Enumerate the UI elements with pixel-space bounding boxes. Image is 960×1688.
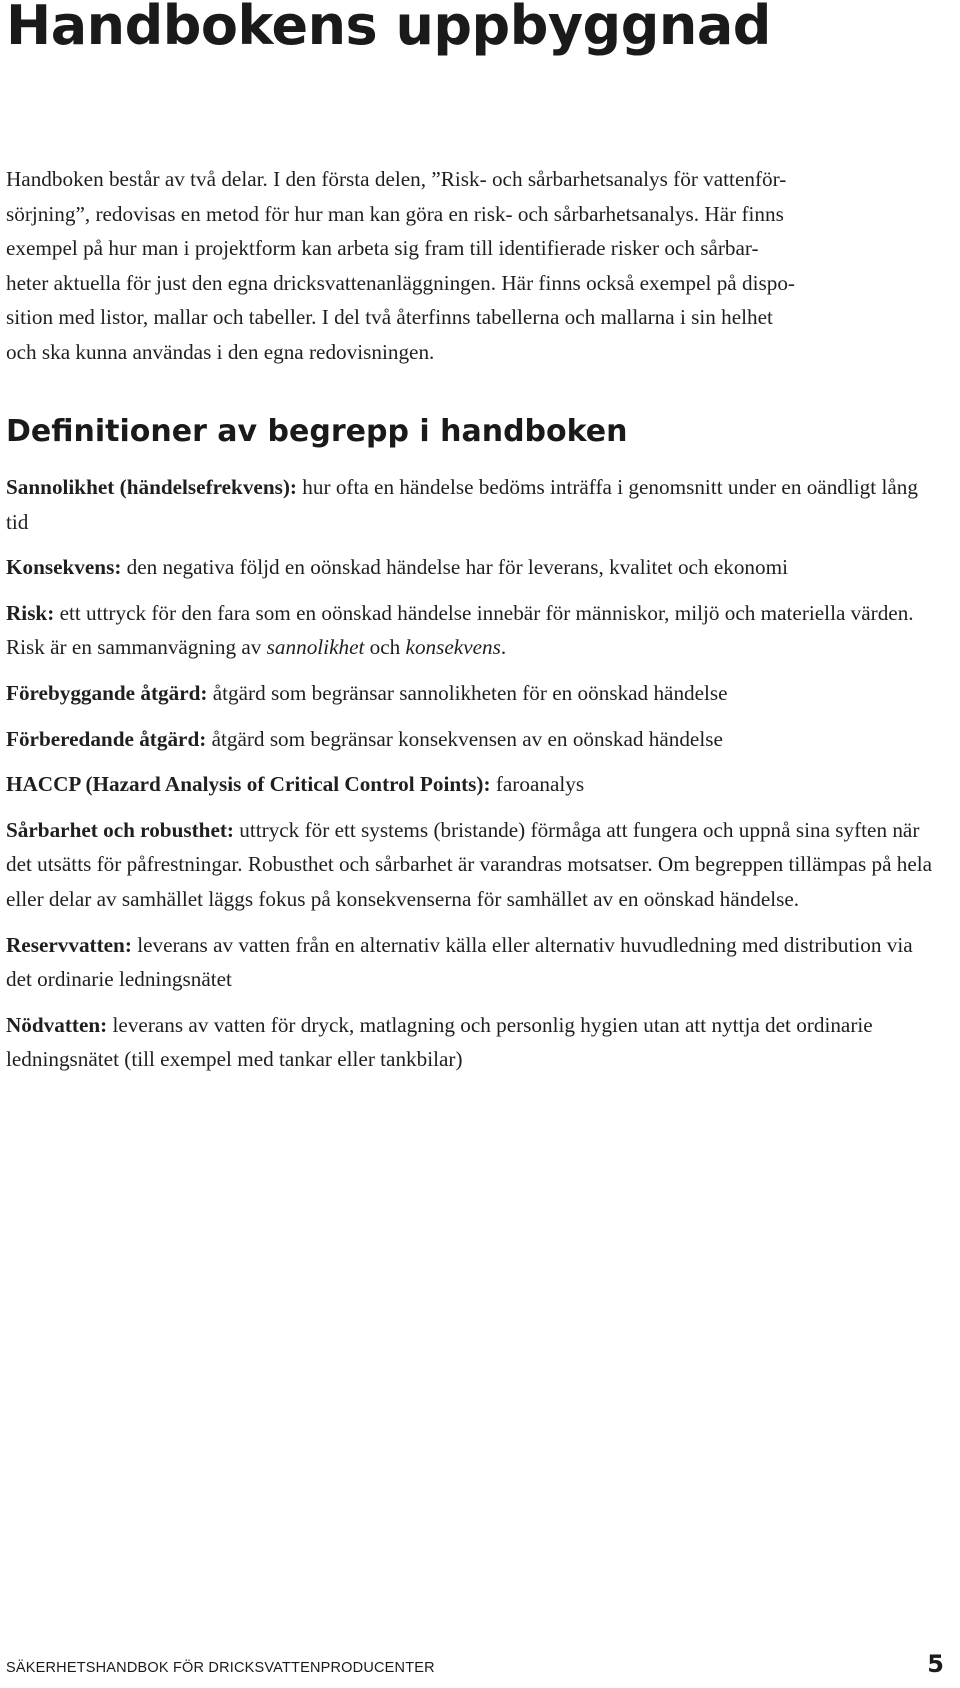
- intro-line: sition med listor, mallar och tabeller. I del två återfinns tabellerna och mallarna i sin helhet: [6, 305, 773, 330]
- intro-paragraph: [6, 162, 941, 370]
- definition-text: leverans av vatten från en alternativ källa eller alternativ huvudledning med distribution via det ordinarie ledningsnätet: [6, 932, 913, 992]
- definition-emphasis: sannolikhet: [266, 635, 365, 660]
- definition-emphasis: konsekvens: [405, 635, 501, 660]
- definitions-list: [6, 470, 941, 1088]
- definition-term: Förberedande åtgärd:: [6, 726, 207, 751]
- definition-nodvatten: [6, 1008, 941, 1077]
- definition-term: Reservvatten:: [6, 932, 132, 957]
- definition-text: uttryck för ett systems (bristande) förmåga att fungera och uppnå sina syften när det utsätts för påfrestningar. Robusthet och sårbarhet är varandras motsatser. Om begreppen tillämpas på hela eller delar av samhället läggs fokus på konsekvenserna för samhället av en oönskad händelse.: [6, 817, 933, 911]
- definition-text: faroanalys: [490, 772, 585, 797]
- definition-text: hur ofta en händelse bedöms inträffa i genomsnitt under en oändligt lång tid: [6, 475, 918, 534]
- intro-line: Handboken består av två delar. I den första delen, ”Risk- och sårbarhetsanalys för vattenför-: [6, 167, 787, 191]
- definition-forebyggande: [6, 676, 941, 711]
- intro-line: heter aktuella för just den egna dricksvattenanläggningen. Här finns också exempel på dispo-: [6, 270, 795, 295]
- definition-term: Risk:: [6, 600, 55, 625]
- definition-text: ett uttryck för den fara som en oönskad händelse innebär för människor, miljö och materiella värden. Risk är en sammanvägning av: [6, 600, 914, 660]
- definition-text: .: [500, 635, 507, 660]
- page-number: 5: [927, 1650, 944, 1678]
- definition-haccp: [6, 767, 941, 802]
- definition-text: den negativa följd en oönskad händelse har för leverans, kvalitet och ekonomi: [121, 555, 788, 580]
- page-title: Handbokens uppbyggnad: [6, 0, 771, 57]
- definition-term: Sårbarhet och robusthet:: [6, 817, 234, 842]
- definition-sarbarhet: [6, 813, 941, 917]
- definition-forberedande: [6, 722, 941, 757]
- definition-term: Sannolikhet (händelsefrekvens):: [6, 475, 297, 499]
- definition-text: åtgärd som begränsar sannolikheten för en oönskad händelse: [207, 680, 728, 705]
- definition-term: HACCP (Hazard Analysis of Critical Control Points):: [6, 772, 491, 797]
- page-footer: [6, 1648, 944, 1680]
- definition-reservvatten: [6, 928, 941, 997]
- intro-line: exempel på hur man i projektform kan arbeta sig fram till identifierade risker och sårbar-: [6, 236, 759, 261]
- intro-line: sörjning”, redovisas en metod för hur man kan göra en risk- och sårbarhetsanalys. Här finns: [6, 201, 784, 226]
- definition-sannolikhet: [6, 470, 941, 539]
- definition-konsekvens: [6, 550, 941, 585]
- definition-term: Nödvatten:: [6, 1012, 108, 1037]
- definition-term: Konsekvens:: [6, 555, 122, 580]
- definitions-heading: Definitioner av begrepp i handboken: [6, 414, 628, 449]
- intro-line: och ska kunna användas i den egna redovisningen.: [6, 339, 435, 364]
- definition-text: leverans av vatten för dryck, matlagning och personlig hygien utan att nyttja det ordinarie ledningsnätet (till exempel med tankar eller tankbilar): [6, 1012, 873, 1072]
- definition-term: Förebyggande åtgärd:: [6, 680, 208, 705]
- footer-title: SÄKERHETSHANDBOK FÖR DRICKSVATTENPRODUCENTER: [6, 1660, 435, 1676]
- definition-risk: [6, 596, 941, 665]
- definition-text: åtgärd som begränsar konsekvensen av en oönskad händelse: [206, 726, 723, 751]
- definition-text: och: [364, 635, 406, 660]
